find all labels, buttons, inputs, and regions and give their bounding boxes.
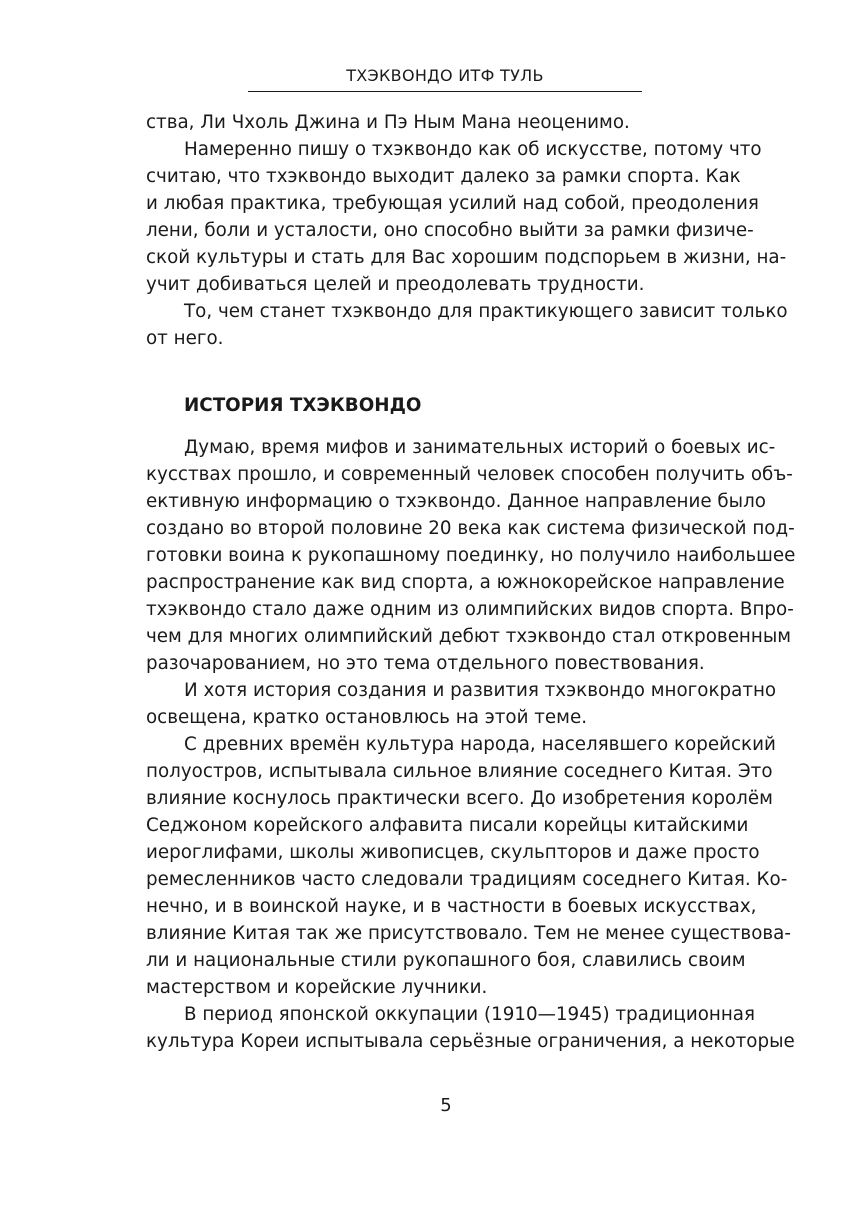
- text-line: распространение как вид спорта, а южнокорейское направление: [146, 572, 785, 593]
- text-line: тхэквондо стало даже одним из олимпийских видов спорта. Впро-: [146, 599, 794, 620]
- text-line: иероглифами, школы живописцев, скульпторов и даже просто: [146, 842, 760, 863]
- text-line: влияние Китая так же присутствовало. Тем не менее существова-: [146, 923, 791, 944]
- text-line: полуостров, испытывала сильное влияние соседнего Китая. Это: [146, 761, 773, 782]
- text-line: Седжоном корейского алфавита писали корейцы китайскими: [146, 815, 749, 836]
- text-line: То, чем станет тхэквондо для практикующего зависит только: [184, 301, 788, 322]
- text-line: кусствах прошло, и современный человек способен получить объ-: [146, 464, 793, 485]
- text-line: И хотя история создания и развития тхэквондо многократно: [184, 680, 777, 701]
- text-line: ской культуры и стать для Вас хорошим подспорьем в жизни, на-: [146, 247, 787, 268]
- section-heading: ИСТОРИЯ ТХЭКВОНДО: [184, 395, 422, 416]
- text-line: от него.: [146, 328, 224, 349]
- text-line: нечно, и в воинской науке, и в частности в боевых искусствах,: [146, 896, 757, 917]
- running-header: ТХЭКВОНДО ИТФ ТУЛЬ: [346, 66, 544, 85]
- page-number: 5: [440, 1095, 452, 1116]
- text-line: и любая практика, требующая усилий над собой, преодоления: [146, 193, 759, 214]
- text-line: Намеренно пишу о тхэквондо как об искусстве, потому что: [184, 139, 762, 160]
- text-line: готовки воина к рукопашному поединку, но получило наибольшее: [146, 545, 796, 566]
- text-line: мастерством и корейские лучники.: [146, 977, 488, 998]
- text-line: чем для многих олимпийский дебют тхэквондо стал откровенным: [146, 626, 792, 647]
- text-line: считаю, что тхэквондо выходит далеко за рамки спорта. Как: [146, 166, 741, 187]
- text-line: В период японской оккупации (1910—1945) традиционная: [184, 1004, 755, 1025]
- text-line: лени, боли и усталости, оно способно выйти за рамки физиче-: [146, 220, 754, 241]
- text-line: С древних времён культура народа, населявшего корейский: [184, 734, 776, 755]
- text-line: Думаю, время мифов и занимательных историй о боевых ис-: [184, 437, 776, 458]
- text-line: учит добиваться целей и преодолевать трудности.: [146, 274, 645, 295]
- text-line: освещена, кратко остановлюсь на этой теме.: [146, 707, 588, 728]
- text-line: разочарованием, но это тема отдельного повествования.: [146, 653, 705, 674]
- text-line: ства, Ли Чхоль Джина и Пэ Ным Мана неоценимо.: [146, 112, 630, 133]
- header-rule: [248, 91, 642, 92]
- text-line: создано во второй половине 20 века как система физической под-: [146, 518, 795, 539]
- text-line: ли и национальные стили рукопашного боя, славились своим: [146, 950, 746, 971]
- text-line: ективную информацию о тхэквондо. Данное направление было: [146, 491, 766, 512]
- text-line: влияние коснулось практически всего. До изобретения королём: [146, 788, 773, 809]
- text-line: ремесленников часто следовали традициям соседнего Китая. Ко-: [146, 869, 788, 890]
- text-line: культура Кореи испытывала серьёзные ограничения, а некоторые: [146, 1031, 795, 1052]
